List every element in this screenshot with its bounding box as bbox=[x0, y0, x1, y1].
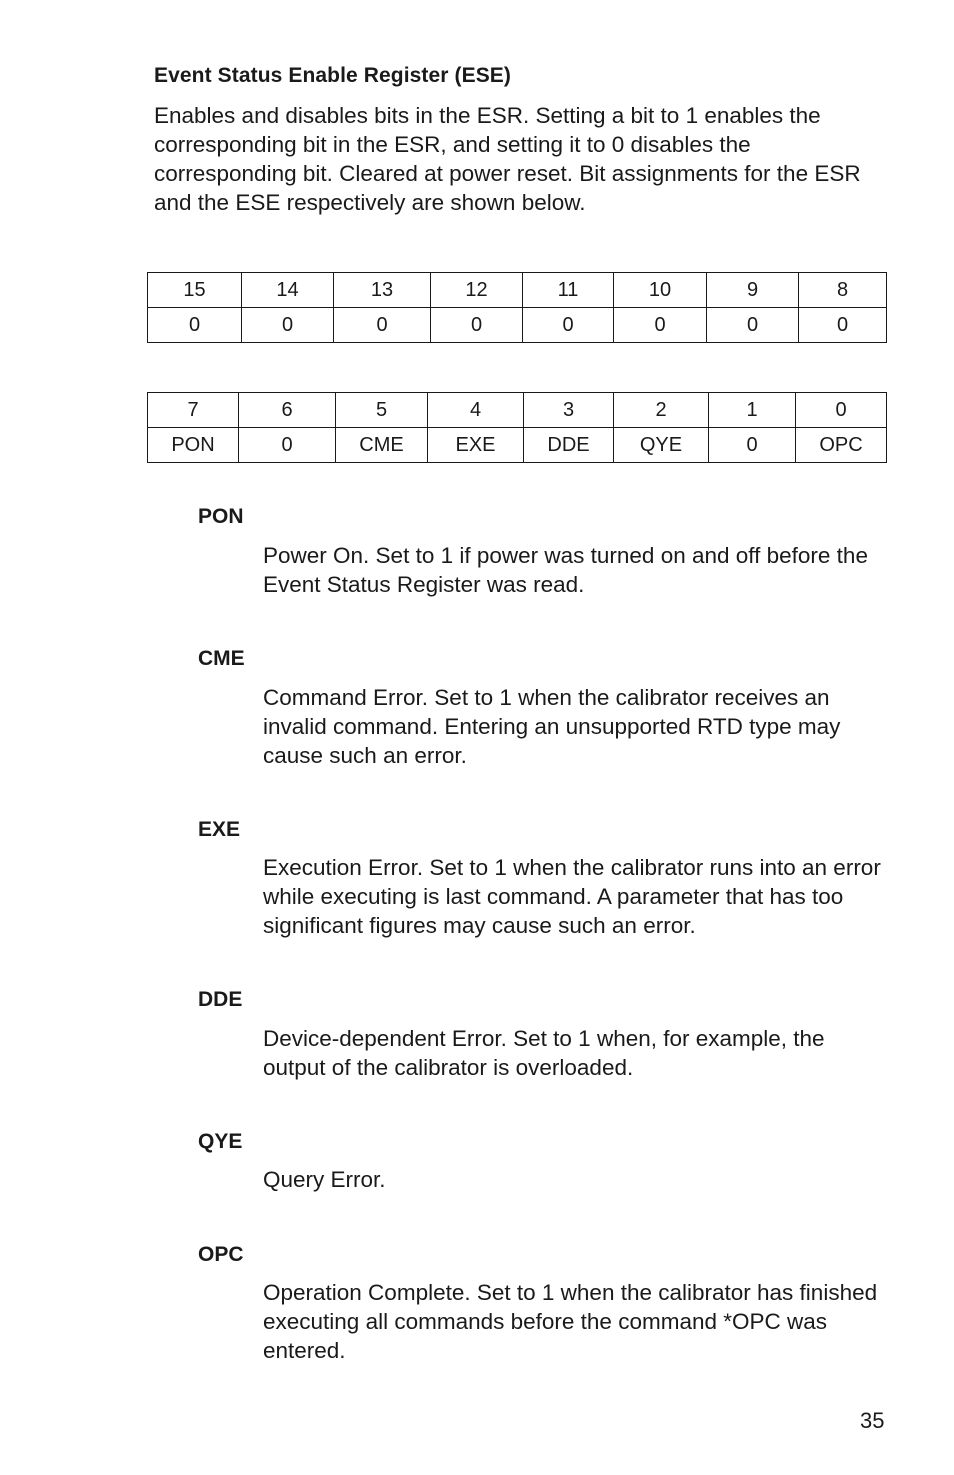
bit-value-row bbox=[148, 428, 887, 463]
bit-value-cell: 0 bbox=[614, 308, 707, 343]
bit-value-cell: 0 bbox=[239, 428, 336, 463]
page-number: 35 bbox=[860, 1408, 885, 1433]
bit-number-cell: 6 bbox=[239, 393, 336, 428]
bit-value-cell: 0 bbox=[242, 308, 334, 343]
bit-number-row bbox=[148, 273, 887, 308]
definition-term-exe: EXE bbox=[198, 818, 241, 841]
bit-number-cell: 4 bbox=[428, 393, 524, 428]
bit-number-cell: 2 bbox=[614, 393, 709, 428]
bit-value-cell: CME bbox=[336, 428, 428, 463]
bit-number-cell: 3 bbox=[524, 393, 614, 428]
bit-number-cell: 9 bbox=[707, 273, 799, 308]
definition-text-opc: Operation Complete. Set to 1 when the calibrator has finished executing all commands before the command *OPC was entered. bbox=[263, 1280, 878, 1363]
definition-term-pon: PON bbox=[198, 505, 244, 528]
bit-value-cell: PON bbox=[148, 428, 239, 463]
bit-number-cell: 11 bbox=[523, 273, 614, 308]
bit-table-high bbox=[147, 272, 887, 343]
bit-value-cell: OPC bbox=[796, 428, 887, 463]
bit-value-row bbox=[148, 308, 887, 343]
bit-value-cell: 0 bbox=[334, 308, 431, 343]
definition-text-exe: Execution Error. Set to 1 when the calibrator runs into an error while executing is last command. A parameter that has too significant figures may cause such an error. bbox=[263, 855, 881, 938]
bit-number-cell: 1 bbox=[709, 393, 796, 428]
bit-value-cell: 0 bbox=[709, 428, 796, 463]
bit-table-low bbox=[147, 392, 887, 463]
definition-text-cme: Command Error. Set to 1 when the calibrator receives an invalid command. Entering an unsupported RTD type may cause such an error. bbox=[263, 685, 841, 768]
bit-number-cell: 10 bbox=[614, 273, 707, 308]
bit-value-cell: 0 bbox=[431, 308, 523, 343]
intro-paragraph: Enables and disables bits in the ESR. Setting a bit to 1 enables the corresponding bit in the ESR, and setting it to 0 disables the corresponding bit. Cleared at power reset. Bit assignments for the ESR and the ESE respectively are shown below. bbox=[154, 103, 861, 215]
bit-number-cell: 15 bbox=[148, 273, 242, 308]
section-heading: Event Status Enable Register (ESE) bbox=[154, 64, 511, 87]
bit-value-cell: 0 bbox=[523, 308, 614, 343]
definition-term-opc: OPC bbox=[198, 1243, 244, 1266]
bit-number-cell: 14 bbox=[242, 273, 334, 308]
bit-value-cell: EXE bbox=[428, 428, 524, 463]
definition-term-cme: CME bbox=[198, 647, 245, 670]
bit-value-cell: 0 bbox=[799, 308, 887, 343]
bit-value-cell: 0 bbox=[707, 308, 799, 343]
bit-number-cell: 12 bbox=[431, 273, 523, 308]
bit-number-row bbox=[148, 393, 887, 428]
definition-term-dde: DDE bbox=[198, 988, 243, 1011]
bit-number-cell: 8 bbox=[799, 273, 887, 308]
bit-value-cell: 0 bbox=[148, 308, 242, 343]
definition-text-pon: Power On. Set to 1 if power was turned on and off before the Event Status Register was read. bbox=[263, 543, 868, 597]
definition-text-qye: Query Error. bbox=[263, 1167, 386, 1192]
bit-number-cell: 13 bbox=[334, 273, 431, 308]
bit-number-cell: 5 bbox=[336, 393, 428, 428]
bit-value-cell: DDE bbox=[524, 428, 614, 463]
definition-term-qye: QYE bbox=[198, 1130, 243, 1153]
bit-value-cell: QYE bbox=[614, 428, 709, 463]
definition-text-dde: Device-dependent Error. Set to 1 when, for example, the output of the calibrator is overloaded. bbox=[263, 1026, 825, 1080]
bit-number-cell: 0 bbox=[796, 393, 887, 428]
bit-number-cell: 7 bbox=[148, 393, 239, 428]
